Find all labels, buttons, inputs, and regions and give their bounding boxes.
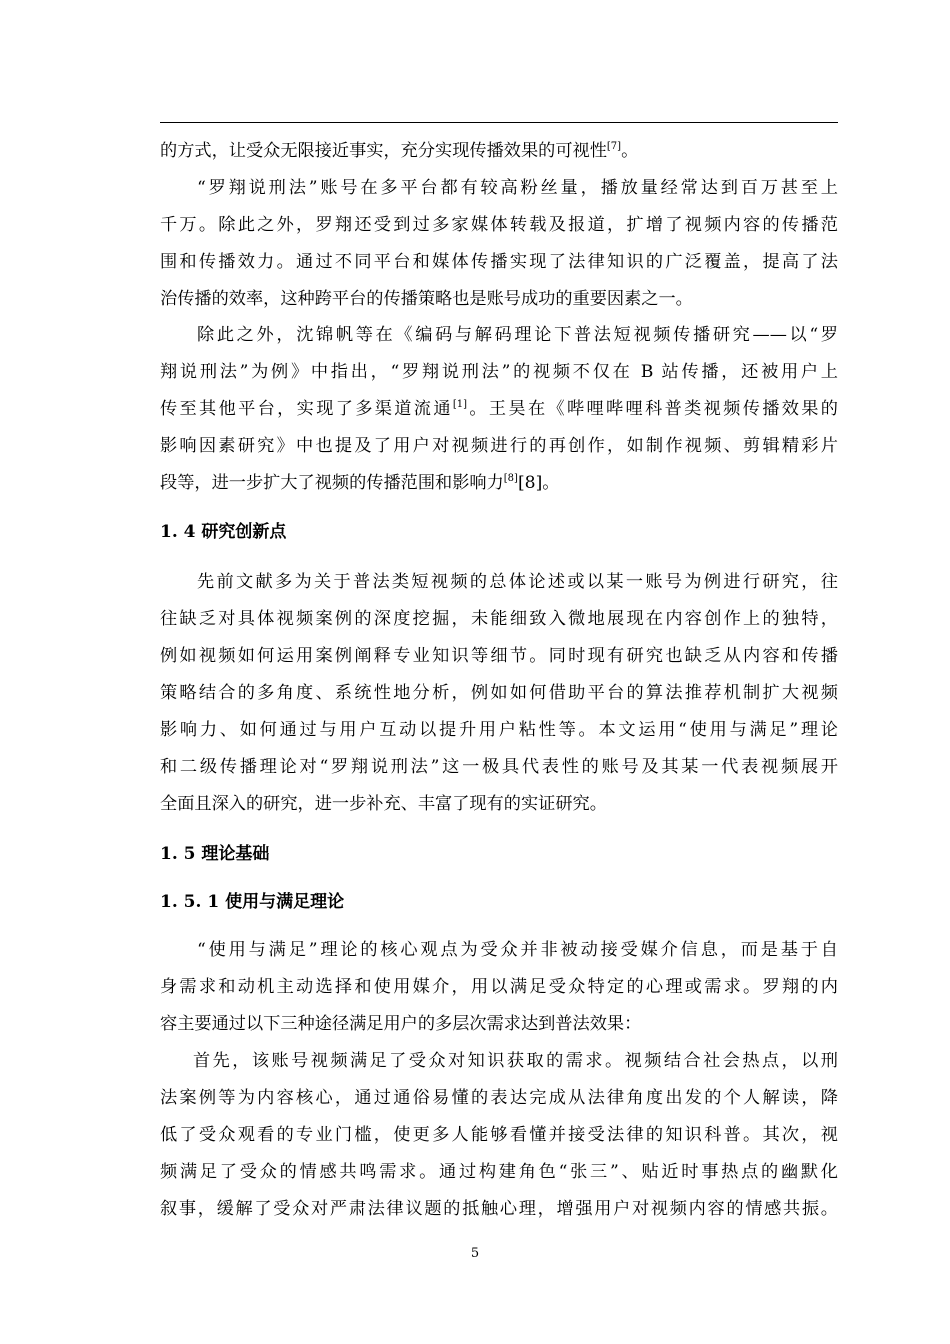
text-line: 容主要通过以下三种途径满足用户的多层次需求达到普法效果： bbox=[160, 1014, 642, 1034]
text-line: 叙事，缓解了受众对严肃法律议题的抵触心理，增强用户对视频内容的情感共振。 bbox=[160, 1199, 838, 1219]
text-line: 身需求和动机主动选择和使用媒介，用以满足受众特定的心理或需求。罗翔的内 bbox=[160, 977, 838, 997]
text-line: 翔说刑法”为例》中指出，“罗翔说刑法”的视频不仅在 B 站传播，还被用户上 bbox=[160, 362, 838, 382]
text-line: “使用与满足”理论的核心观点为受众并非被动接受媒介信息，而是基于自 bbox=[197, 940, 838, 960]
text-line: 和二级传播理论对“罗翔说刑法”这一极具代表性的账号及其某一代表视频展开 bbox=[160, 757, 838, 777]
header-rule bbox=[160, 122, 838, 123]
text-line: 千万。除此之外，罗翔还受到过多家媒体转载及报道，扩增了视频内容的传播范 bbox=[160, 215, 838, 235]
text-line: 往缺乏对具体视频案例的深度挖掘，未能细致入微地展现在内容创作上的独特， bbox=[160, 609, 838, 629]
text-line: 先前文献多为关于普法类短视频的总体论述或以某一账号为例进行研究，往 bbox=[197, 572, 838, 592]
text-line: 影响力、如何通过与用户互动以提升用户粘性等。本文运用“使用与满足”理论 bbox=[160, 720, 838, 740]
text-line: 首先，该账号视频满足了受众对知识获取的需求。视频结合社会热点，以刑 bbox=[193, 1051, 838, 1071]
text-line: 频满足了受众的情感共鸣需求。通过构建角色“张三”、贴近时事热点的幽默化 bbox=[160, 1162, 838, 1182]
text-line: 除此之外，沈锦帆等在《编码与解码理论下普法短视频传播研究——以“罗 bbox=[197, 325, 838, 345]
citation-ref[interactable]: [7] bbox=[606, 141, 622, 152]
text-line: 治传播的效率，这种跨平台的传播策略也是账号成功的重要因素之一。 bbox=[160, 289, 693, 309]
text-line: 段等，进一步扩大了视频的传播范围和影响力[8][8]。 bbox=[160, 473, 560, 493]
citation-ref[interactable]: [1] bbox=[452, 399, 468, 410]
text-line: 法案例等为内容核心，通过通俗易懂的表达完成从法律角度出发的个人解读，降 bbox=[160, 1088, 838, 1108]
text-line: 的方式，让受众无限接近事实，充分实现传播效果的可视性[7]。 bbox=[160, 141, 639, 161]
text-line: 影响因素研究》中也提及了用户对视频进行的再创作，如制作视频、剪辑精彩片 bbox=[160, 436, 838, 456]
text-line: 低了受众观看的专业门槛，使更多人能够看懂并接受法律的知识科普。其次，视 bbox=[160, 1125, 838, 1145]
text-line: 围和传播效力。通过不同平台和媒体传播实现了法律知识的广泛覆盖，提高了法 bbox=[160, 252, 838, 272]
text-line: 传至其他平台，实现了多渠道流通[1]。王昊在《哔哩哔哩科普类视频传播效果的 bbox=[160, 399, 838, 419]
text-line: “罗翔说刑法”账号在多平台都有较高粉丝量，播放量经常达到百万甚至上 bbox=[197, 178, 838, 198]
citation-ref[interactable]: [8] bbox=[503, 473, 518, 484]
text-line: 例如视频如何运用案例阐释专业知识等细节。同时现有研究也缺乏从内容和传播 bbox=[160, 646, 838, 666]
text-line: 全面且深入的研究，进一步补充、丰富了现有的实证研究。 bbox=[160, 794, 607, 814]
subsection-heading: 1. 5. 1 使用与满足理论 bbox=[160, 892, 345, 912]
page-number: 5 bbox=[470, 1246, 480, 1261]
section-heading: 1. 4 研究创新点 bbox=[160, 522, 287, 542]
text-line: 策略结合的多角度、系统性地分析，例如如何借助平台的算法推荐机制扩大视频 bbox=[160, 683, 838, 703]
section-heading: 1. 5 理论基础 bbox=[160, 844, 270, 864]
